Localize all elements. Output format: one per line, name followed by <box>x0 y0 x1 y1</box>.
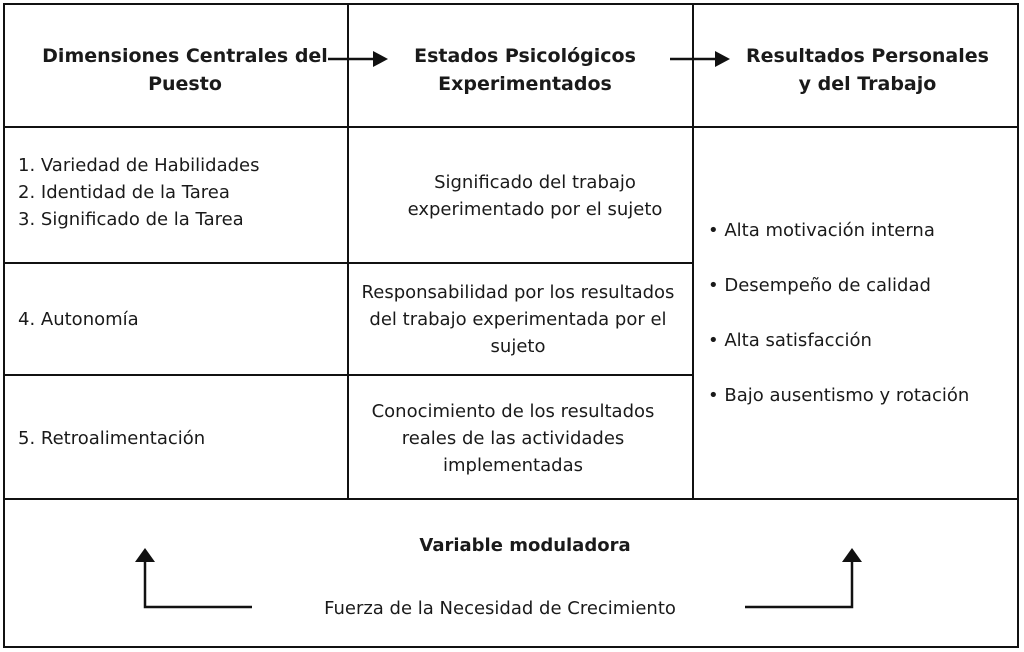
header-core-dimensions: Dimensiones Centrales del Puesto <box>42 45 328 95</box>
moderator-title: Variable moduladora <box>419 535 631 556</box>
state-responsibility: Responsabilidad por los resultados del trabajo experimentada por el sujeto <box>361 281 675 357</box>
arrow-dimensions-to-states <box>328 51 388 67</box>
state-knowledge-of-results: Conocimiento de los resultados reales de las actividades implementadas <box>371 400 655 476</box>
dimension-autonomy: 4. Autonomía <box>18 308 139 330</box>
header-outcomes: Resultados Personales y del Trabajo <box>746 45 989 95</box>
outcome-performance: • Desempeño de calidad <box>708 272 931 299</box>
outcome-satisfaction: • Alta satisfacción <box>708 327 872 354</box>
moderator-label: Fuerza de la Necesidad de Crecimiento <box>324 597 676 619</box>
state-meaningfulness: Significado del trabajo experimentado por el sujeto <box>407 172 663 220</box>
dimension-task-identity: 2. Identidad de la Tarea <box>18 181 230 203</box>
arrow-states-to-outcomes <box>670 51 730 67</box>
arrow-moderator-right <box>745 548 862 607</box>
arrow-moderator-left <box>135 548 252 607</box>
outcome-motivation: • Alta motivación interna <box>708 217 935 244</box>
header-psychological-states: Estados Psicológicos Experimentados <box>414 45 636 95</box>
dimension-feedback: 5. Retroalimentación <box>18 427 206 449</box>
outcome-absenteeism: • Bajo ausentismo y rotación <box>708 382 969 409</box>
dimension-skill-variety: 1. Variedad de Habilidades <box>18 154 260 176</box>
dimension-task-significance: 3. Significado de la Tarea <box>18 208 244 230</box>
